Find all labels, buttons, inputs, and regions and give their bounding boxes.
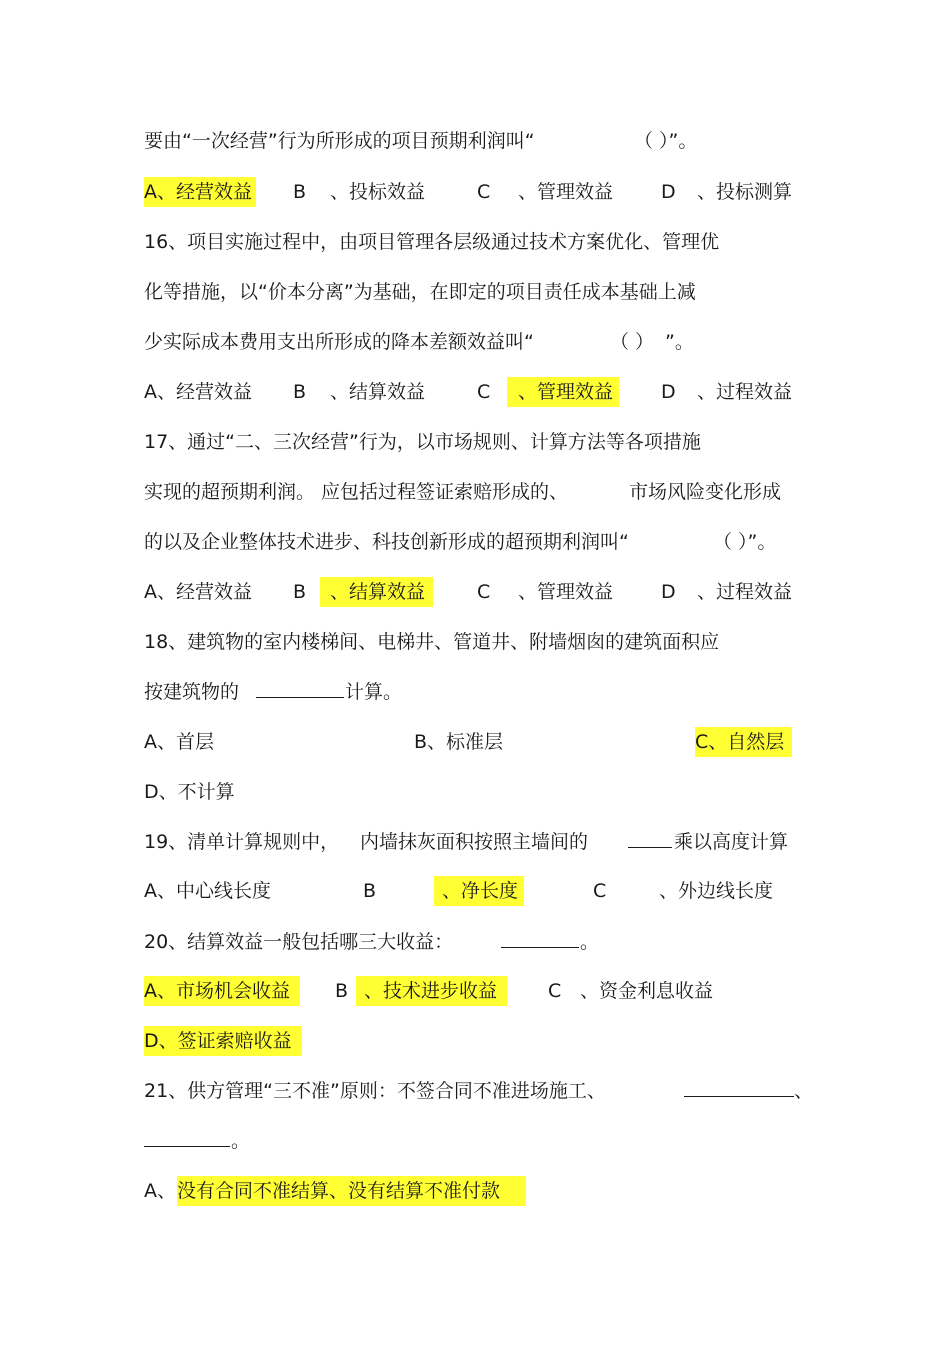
option-c-letter: C	[593, 880, 607, 902]
option-b: 、结算效益	[330, 381, 426, 403]
option-d-letter: D	[661, 181, 676, 203]
option-c-highlighted: 、管理效益	[507, 377, 619, 407]
fill-blank	[628, 827, 672, 848]
option-c-letter: C	[477, 181, 491, 203]
answer-paren: （ ）”。	[713, 531, 777, 553]
option-c: 、管理效益	[518, 581, 614, 603]
q18-line-1	[144, 627, 719, 657]
option-c: 、外边线长度	[659, 880, 774, 902]
option-d: 、过程效益	[697, 581, 793, 603]
option-b-highlighted: 、结算效益	[320, 577, 433, 607]
fill-blank	[684, 1076, 794, 1097]
fill-blank	[144, 1126, 230, 1147]
question-text: 市场风险变化形成	[629, 481, 782, 503]
question-text: 16、项目实施过程中，由项目管理各层级通过技术方案优化、管理优	[144, 231, 720, 253]
question-end: 。	[231, 1130, 251, 1152]
question-text: 内墙抹灰面积按照主墙间的	[360, 831, 589, 853]
question-end: ”。	[665, 331, 694, 353]
q16-line-2	[144, 277, 696, 307]
option-c: 、资金利息收益	[580, 980, 714, 1002]
question-text: 化等措施，以“价本分离”为基础，在即定的项目责任成本基础上减	[144, 281, 696, 303]
fill-blank	[501, 927, 579, 948]
question-text: 要由“一次经营”行为所形成的项目预期利润叫“	[144, 130, 535, 152]
option-a: A、经营效益	[144, 381, 252, 403]
option-b-letter: B	[363, 880, 377, 902]
option-a-letter: A、	[144, 1180, 176, 1202]
option-a: A、中心线长度	[144, 880, 271, 902]
question-text: 少实际成本费用支出所形成的降本差额效益叫“	[144, 331, 534, 353]
question-text: 19、清单计算规则中，	[144, 831, 340, 853]
option-b-letter: B	[293, 581, 307, 603]
option-c: 、管理效益	[518, 181, 614, 203]
question-text: 21、供方管理“三不准”原则：不签合同不准进场施工、	[144, 1080, 606, 1102]
q17-line-1	[144, 427, 701, 457]
option-b-letter: B	[293, 381, 307, 403]
option-b: 、投标效益	[330, 181, 426, 203]
option-d-letter: D	[661, 581, 676, 603]
question-end: 。	[580, 931, 600, 953]
option-a: A、首层	[144, 731, 214, 753]
option-a-highlighted: A、经营效益	[144, 177, 256, 207]
question-separator: 、	[794, 1080, 814, 1102]
question-text: 计算。	[345, 681, 403, 703]
option-d: 、投标测算	[697, 181, 793, 203]
fill-blank	[256, 677, 344, 698]
option-a-highlighted: 没有合同不准结算、没有结算不准付款	[177, 1176, 526, 1206]
option-d: 、过程效益	[697, 381, 793, 403]
question-text: 实现的超预期利润。 应包括过程签证索赔形成的、	[144, 481, 569, 503]
question-text: 17、通过“二、三次经营”行为，以市场规则、计算方法等各项措施	[144, 431, 701, 453]
option-c-letter: C	[477, 581, 491, 603]
option-b-highlighted: 、净长度	[434, 876, 524, 906]
answer-paren: （ ）	[610, 331, 655, 353]
option-a-highlighted: A、市场机会收益	[144, 976, 300, 1006]
question-text: 的以及企业整体技术进步、科技创新形成的超预期利润叫“	[144, 531, 629, 553]
question-text: 18、建筑物的室内楼梯间、电梯井、管道井、附墙烟囱的建筑面积应	[144, 631, 720, 653]
option-d-letter: D	[661, 381, 676, 403]
option-c-letter: C	[477, 381, 491, 403]
question-text: 按建筑物的	[144, 681, 240, 703]
answer-paren: （ ）”。	[634, 130, 698, 152]
question-text: 乘以高度计算	[674, 831, 789, 853]
option-b-letter: B	[293, 181, 307, 203]
option-c-letter: C	[548, 980, 562, 1002]
option-b-letter: B	[335, 980, 349, 1002]
option-c-highlighted: C、自然层	[695, 727, 792, 757]
option-a: A、经营效益	[144, 581, 252, 603]
option-b: B、标准层	[414, 731, 504, 753]
q16-line-1	[144, 227, 719, 257]
option-b-highlighted: 、技术进步收益	[356, 976, 507, 1006]
option-d: D、不计算	[144, 781, 235, 803]
question-text: 20、结算效益一般包括哪三大收益：	[144, 931, 454, 953]
option-d-highlighted: D、签证索赔收益	[144, 1026, 302, 1056]
